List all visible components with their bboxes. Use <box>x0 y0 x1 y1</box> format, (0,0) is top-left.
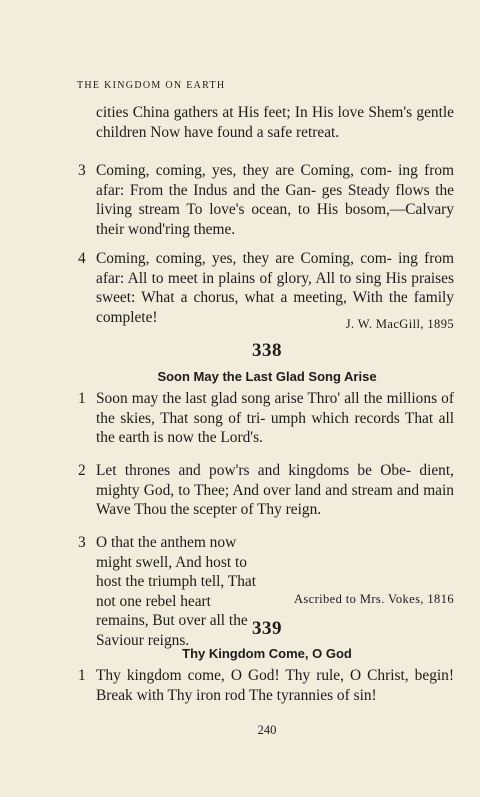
hymn-number-338: 338 <box>252 340 282 361</box>
verse-text: Thy kingdom come, O God! Thy rule, O Christ, begin! Break with Thy iron rod The tyrannies of sin! <box>96 667 454 704</box>
verse-continuation <box>78 103 454 142</box>
verse-number: 4 <box>78 250 86 267</box>
attribution-macgill: J. W. MacGill, 1895 <box>345 317 454 331</box>
verse-text: Coming, coming, yes, they are Coming, com- ing from afar: All to meet in plains of glory, All to sing His praises sweet: What a chorus, what a meeting, With the family complete! <box>96 250 454 326</box>
verse-text: cities China gathers at His feet; In His love Shem's gentle children Now have found a safe retreat. <box>96 104 454 141</box>
hymn-338-verse-2 <box>78 461 454 520</box>
verse-number: 1 <box>78 667 86 684</box>
verse-number: 2 <box>78 462 86 479</box>
running-head: THE KINGDOM ON EARTH <box>77 80 226 91</box>
verse-4-coming <box>78 249 454 327</box>
hymn-number-339: 339 <box>252 618 282 639</box>
hymn-338-verse-1 <box>78 389 454 448</box>
verse-text: Let thrones and pow'rs and kingdoms be Obe- dient, mighty God, to Thee; And over land and stream and main Wave Thou the scepter of Thy reign. <box>96 462 454 518</box>
page-number: 240 <box>257 723 277 737</box>
verse-text: Coming, coming, yes, they are Coming, com- ing from afar: From the Indus and the Gan- ges Steady flows the living stream To love's ocean, to His bosom,—Calvary their wond'ring theme. <box>96 162 454 238</box>
verse-3-coming <box>78 161 454 239</box>
verse-number: 1 <box>78 390 86 407</box>
hymn-title-339: Thy Kingdom Come, O God <box>182 646 352 661</box>
attribution-vokes: Ascribed to Mrs. Vokes, 1816 <box>293 592 454 606</box>
hymn-title-338: Soon May the Last Glad Song Arise <box>157 369 377 384</box>
verse-text: O that the anthem now might swell, And host to host the triumph tell, That not one rebel heart remains, But over all the Saviour reigns. <box>96 534 257 649</box>
verse-number: 3 <box>78 162 86 179</box>
verse-number: 3 <box>78 534 86 551</box>
hymn-339-verse-1 <box>78 666 454 705</box>
verse-text: Soon may the last glad song arise Thro' all the millions of the skies, That song of tri- umph which records That all the earth is now the Lord's. <box>96 390 454 446</box>
